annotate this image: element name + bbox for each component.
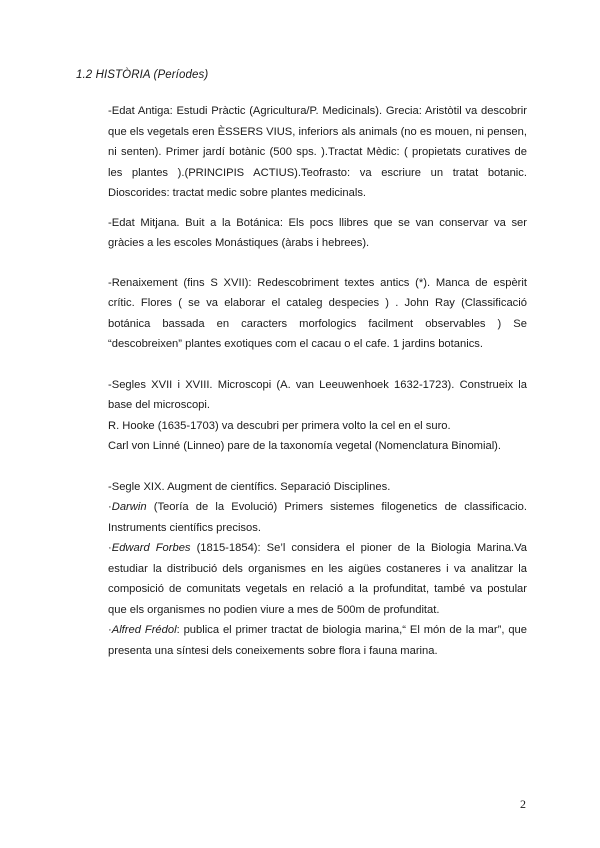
paragraph-edat-mitjana: -Edat Mitjana. Buit a la Botánica: Els pocs llibres que se van conservar va ser gràcies a les escoles Monástiques (àrabs i hebrees).	[108, 216, 527, 249]
bullet-dot: ·	[108, 624, 112, 636]
page-number: 2	[520, 797, 526, 811]
subitem-fredol-text: : publica el primer tractat de biologia marina,“ El món de la mar”, que presenta una síntesi dels coneixements sobre flora i fauna marina.	[108, 624, 527, 657]
paragraph-linne: Carl von Linné (Linneo) pare de la taxonomía vegetal (Nomenclatura Binomial).	[108, 440, 502, 452]
subitem-forbes	[108, 538, 527, 620]
subitem-forbes-text: (1815-1854): Se’l considera el pioner de la Biologia Marina.Va estudiar la distribució dels organismes en les aigües costaneres i va analitzar la composició de comunitats vegetals en relació a la profunditat, també va postular que els organismes no podien viure a mes de 500m de profunditat.	[108, 542, 527, 616]
subitem-fredol	[108, 620, 527, 661]
paragraph-renaixement: -Renaixement (fins S XVII): Redescobriment textes antics (*). Manca de espèrit crític. Flores ( se va elaborar el cataleg despecies ) . John Ray (Classificació botánica bassada en caracters morfologics facilment observables ) Se “descobreixen” plantes exotiques com el cacau o el cafe. 1 jardins botanics.	[108, 276, 527, 350]
bullet-dot: ·	[108, 542, 112, 554]
subitem-darwin-text: (Teoría de la Evolució) Primers sistemes filogenetics de classificacio. Instruments científics precisos.	[108, 501, 527, 534]
subitem-darwin	[108, 497, 527, 538]
person-name-forbes: Edward Forbes	[111, 542, 191, 554]
paragraph-segles-xvii-xviii: -Segles XVII i XVIII. Microscopi (A. van Leeuwenhoek 1632-1723). Construeix la base del microscopi.	[108, 378, 527, 411]
paragraph-hooke: R. Hooke (1635-1703) va descubri per primera volto la cel en el suro.	[108, 419, 451, 432]
person-name-fredol: Alfred Frédol	[111, 624, 177, 636]
paragraph-edat-antiga: -Edat Antiga: Estudi Pràctic (Agricultura/P. Medicinals). Grecia: Aristòtil va descobrir que els vegetals eren ÈSSERS VIUS, inferiors als animals (no es mouen, ni pensen, ni senten). Primer jardí botànic (500 sps. ).Tractat Mèdic: ( propietats curatives de les plantes ).(PRINCIPIS ACTIUS).Teofrasto: va escriure un tratat botanic. Dioscorides: tractat medic sobre plantes medicinals.	[108, 105, 527, 199]
section-title: 1.2 HISTÒRIA (Períodes)	[76, 69, 209, 81]
paragraph-segle-xix: -Segle XIX. Augment de científics. Separació Disciplines.	[108, 480, 391, 493]
person-name-darwin: Darwin	[111, 501, 147, 513]
document-body	[108, 101, 527, 661]
bullet-dot: ·	[108, 501, 112, 513]
